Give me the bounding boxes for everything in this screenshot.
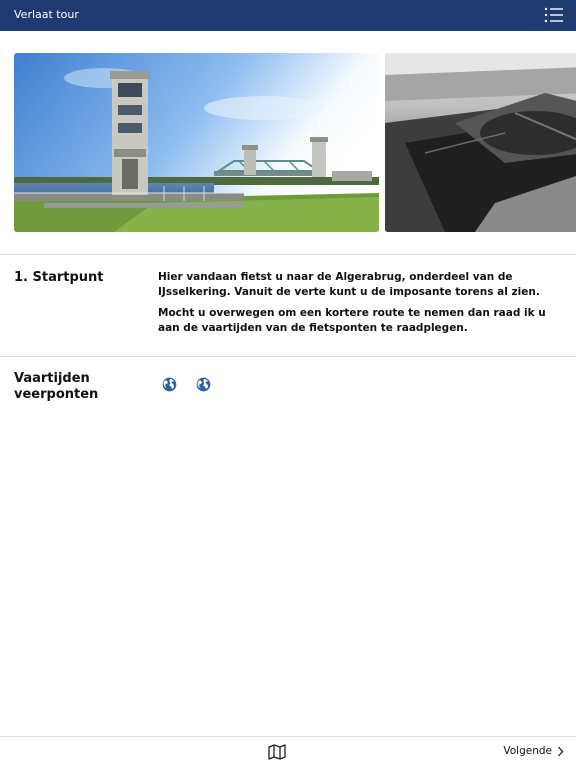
ferry-title-line-2: veerponten — [14, 387, 99, 402]
photo-gallery[interactable] — [0, 52, 576, 234]
next-label: Volgende — [503, 745, 552, 757]
divider-top — [0, 254, 576, 255]
chevron-right-icon — [557, 746, 564, 757]
algera-barrier-photo[interactable] — [14, 53, 379, 232]
historic-flood-photo[interactable] — [385, 53, 576, 232]
globe-icon[interactable] — [196, 377, 211, 392]
bottom-bar — [0, 736, 576, 768]
stop-paragraph-1: Hier vandaan fietst u naar de Algerabrug, onderdeel van de IJsselkering. Vanuit de verte kunt u de imposante torens al zien. — [158, 271, 540, 298]
list-menu-icon[interactable] — [544, 6, 564, 24]
map-icon[interactable] — [268, 744, 286, 760]
ferry-title — [14, 371, 98, 403]
globe-icon[interactable] — [162, 377, 177, 392]
divider-middle — [0, 356, 576, 357]
stop-description — [158, 270, 558, 342]
stop-paragraph-2: Mocht u overwegen om een kortere route te nemen dan raad ik u aan de vaartijden van de fietsponten te raadplegen. — [158, 307, 546, 334]
stop-title: 1. Startpunt — [14, 270, 104, 285]
next-button[interactable] — [503, 745, 564, 757]
top-bar — [0, 0, 576, 31]
ferry-title-line-1: Vaartijden — [14, 371, 90, 386]
leave-tour-link[interactable]: Verlaat tour — [14, 8, 79, 21]
